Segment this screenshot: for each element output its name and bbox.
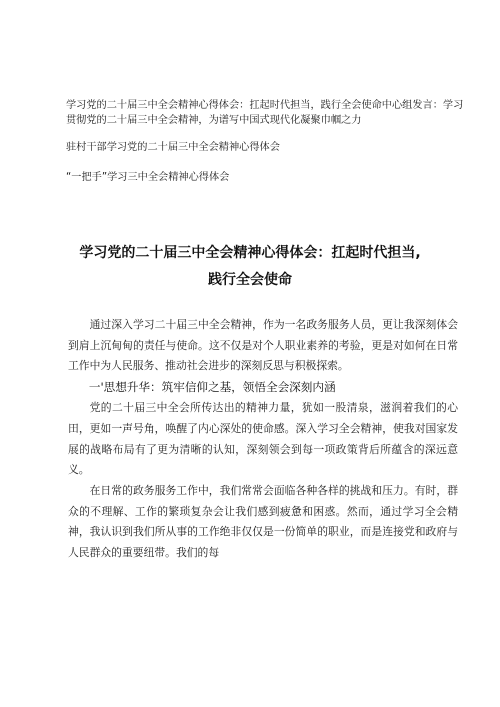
article-title-line: 践行全会使命 xyxy=(208,272,292,288)
paragraph: 通过深入学习二十届三中全会精神，作为一名政务服务人员，更让我深刻体会到肩上沉甸甸的责任与使命。这不仅是对个人职业素养的考验，更是对如何在日常工作中为人民服务、推动社会进步的深刻反思与积极探索。 xyxy=(68,318,458,373)
toc-item[interactable]: 驻村干部学习党的二十届三中全会精神心得体会 xyxy=(66,142,280,153)
article-body xyxy=(68,315,458,564)
paragraph: 党的二十届三中全会所传达出的精神力量，犹如一股清泉，滋润着我们的心田，更如一声号角，唤醒了内心深处的使命感。深入学习全会精神，使我对国家发展的战略布局有了更为清晰的认知，深刻领会到每一项政策背后所蕴含的深远意义。 xyxy=(68,401,458,477)
toc-item[interactable]: 学习党的二十届三中全会精神心得体会：扛起时代担当，践行全会使命中心组发言：学习贯彻党的二十届三中全会精神，为谱写中国式现代化凝聚巾帼之力 xyxy=(66,100,464,126)
section-heading: 一'思想升华：筑牢信仰之基，领悟全会深刻内涵 xyxy=(88,380,336,395)
toc-item[interactable]: “一把手”学习三中全会精神心得体会 xyxy=(66,172,230,183)
article-title-line: 学习党的二十届三中全会精神心得体会：扛起时代担当, xyxy=(79,245,421,261)
paragraph: 在日常的政务服务工作中，我们常常会面临各种各样的挑战和压力。有时，群众的不理解、工作的繁琐复杂会让我们感到疲惫和困惑。然而，通过学习全会精神，我认识到我们所从事的工作绝非仅仅是一份简单的职业，而是连接党和政府与人民群众的重要纽带。我们的每 xyxy=(68,483,458,560)
article-title xyxy=(40,240,460,294)
table-of-contents xyxy=(66,98,466,185)
